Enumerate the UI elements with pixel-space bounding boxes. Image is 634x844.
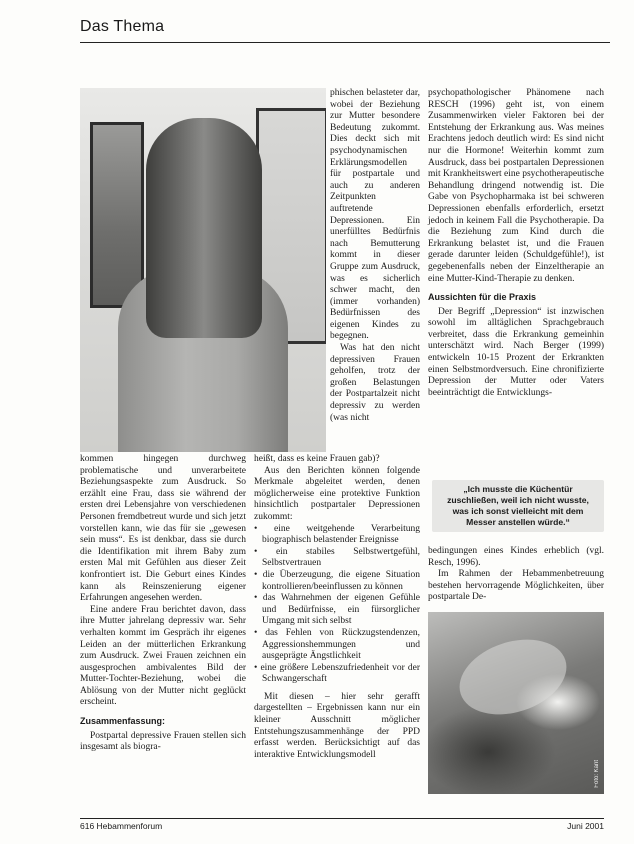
- hand-photo: [428, 612, 604, 794]
- list-item: • die Überzeugung, die eigene Situation kontrollieren/beeinflussen zu können: [254, 570, 420, 593]
- woman-from-behind-photo: [80, 88, 326, 452]
- list-item: • das Wahrnehmen der eigenen Gefühle und Bedürfnisse, ein fürsorglicher Umgang mit sich selbst: [254, 593, 420, 628]
- col1-heading: Zusammenfassung:: [80, 716, 166, 727]
- list-item: • eine größere Lebenszufriedenheit vor der Schwangerschaft: [254, 663, 420, 686]
- col1-paragraph-3: Postpartal depressive Frauen stellen sich insgesamt als biogra-: [80, 730, 246, 753]
- page-header: [80, 18, 610, 43]
- col1-paragraph-1: kommen hingegen durchweg problematische und unverarbeitete Beziehungsaspekte zum Ausdruck. So erzählt eine Frau, dass sie während der ersten drei Lebensjahre von verschiedenen Personen fremdbetreut wurde und sich jetzt vorstellen kann, wie das für sie „gewesen sein muss“. Es ist denkbar, dass sie durch die Identifikation mit ihrem Baby zum ersten Mal mit Gefühlen aus dieser Zeit konfrontiert ist. Die Geburt eines Kindes kann als Reinszenierung eigener Erfahrungen angesehen werden.: [80, 454, 246, 604]
- page-footer: [80, 818, 604, 833]
- col3-paragraph-3: bedingungen eines Kindes erheblich (vgl. Resch, 1996).: [428, 546, 604, 568]
- col3-paragraph-1: psychopathologischer Phänomene nach RESCH (1996) geht ist, von einem Zusammenwirken vieler Faktoren bei der Entstehung der Erkrankung aus. Was meines Erachtens jedoch deutlich wird: Es sind nicht nur die Hormone! Weiterhin kommt zum Ausdruck, dass bei postpartalen Depressionen mit Krankheitswert eine psychotherapeutische Behandlung dringend notwendig ist. Die Gabe von Psychopharmaka ist bei schweren Depressionen ebenfalls erforderlich, ersetzt jedoch in keinem Fall die Psychotherapie. Da die Beziehung zum Kind durch die Erkrankung belastet ist, und die Frauen gerade darunter leiden (Schuldgefühle!), ist gegebenenfalls neben der Einzeltherapie an eine Mutter-Kind-Therapie zu denken.: [428, 88, 604, 284]
- col3-heading: Aussichten für die Praxis: [428, 292, 537, 303]
- photo-wall-painting: [90, 122, 144, 308]
- column-3-bottom: [428, 546, 604, 606]
- photo-woman-hair: [146, 118, 262, 338]
- col2-paragraph-2: Aus den Berichten können folgende Merkmale abgeleitet werden, denen möglicherweise eine protektive Funktion hinsichtlich postpartaler Depressionen zukommt:: [254, 465, 420, 522]
- list-item: • eine weitgehende Verarbeitung biographisch belastender Ereignisse: [254, 524, 420, 547]
- col2-paragraph-3: Mit diesen – hier sehr gerafft dargestellten – Ergebnissen kann nur ein kleiner Ausschnitt möglicher Entstehungszusammenhänge der PPD erfasst werden. Berücksichtigt auf das interaktive Entwicklungsmodell: [254, 691, 420, 760]
- column-2-top: [330, 88, 420, 452]
- col3-paragraph-4: Im Rahmen der Hebammenbetreuung bestehen hervorragende Möglichkeiten, über postpartale De-: [428, 569, 604, 603]
- col3-paragraph-2: Der Begriff „Depression“ ist inzwischen sowohl im alltäglichen Sprachgebrauch verbreitet, dass die Erkrankung gemeinhin unterschätzt wird. Nach Berger (1999) entwickeln 10-15 Prozent der Erkrankten einen Selbstmordversuch. Eine chronifizierte Depression der Mutter oder Vaters beeinträchtigt die Entwicklungs-: [428, 306, 604, 398]
- footer-page-info: 616 Hebammenforum: [80, 821, 163, 831]
- section-title: Das Thema: [80, 18, 165, 35]
- column-1: [80, 454, 246, 818]
- col2top-paragraph-2: Was hat den nicht depressiven Frauen geholfen, trotz der großen Belastungen der Postpartalzeit nicht depressiv zu werden (was nicht: [330, 343, 420, 423]
- pull-quote: „Ich musste die Küchentür zuschließen, weil ich nicht wusste, was ich sonst vielleicht mit dem Messer anstellen würde.“: [432, 480, 604, 532]
- col1-paragraph-2: Eine andere Frau berichtet davon, dass ihre Mutter jahrelang depressiv war. Sehr verhalten kommt im Gespräch ihr eigenes Leiden an der mütterlichen Erkrankung zum Ausdruck. Zwei Frauen zeichnen ein ausgesprochen ambivalentes Bild der Mutter-Tochter-Beziehung, wobei die Ablösung von der Mutter nicht geglückt erscheint.: [80, 604, 246, 708]
- footer-date: Juni 2001: [567, 821, 604, 831]
- column-2: [254, 454, 420, 818]
- list-item: • das Fehlen von Rückzugstendenzen, Aggressionshemmungen und ausgeprägte Ängstlichkeit: [254, 628, 420, 663]
- col2-paragraph-1: heißt, dass es keine Frauen gab)?: [254, 454, 380, 464]
- photo-hand-shape: [450, 627, 576, 728]
- protective-factors-list: [254, 524, 420, 686]
- list-item: • ein stabiles Selbstwertgefühl, Selbstvertrauen: [254, 547, 420, 570]
- photo-credit: Foto: Kant: [594, 760, 600, 788]
- col2top-paragraph: phischen belasteter dar, wobei der Beziehung zur Mutter besondere Bedeutung zukommt. Dies deckt sich mit psychodynamischen Erklärungsmodellen für postpartale und auch zu anderen Zeitpunkten auftretende Depressionen. Ein unerfülltes Bedürfnis nach Bemutterung kommt in dieser Gruppe zum Ausdruck, was es sicherlich schwer macht, den (immer vorhanden) Bedürfnissen des eigenen Kindes zu begegnen.: [330, 88, 420, 342]
- column-3: [428, 88, 604, 478]
